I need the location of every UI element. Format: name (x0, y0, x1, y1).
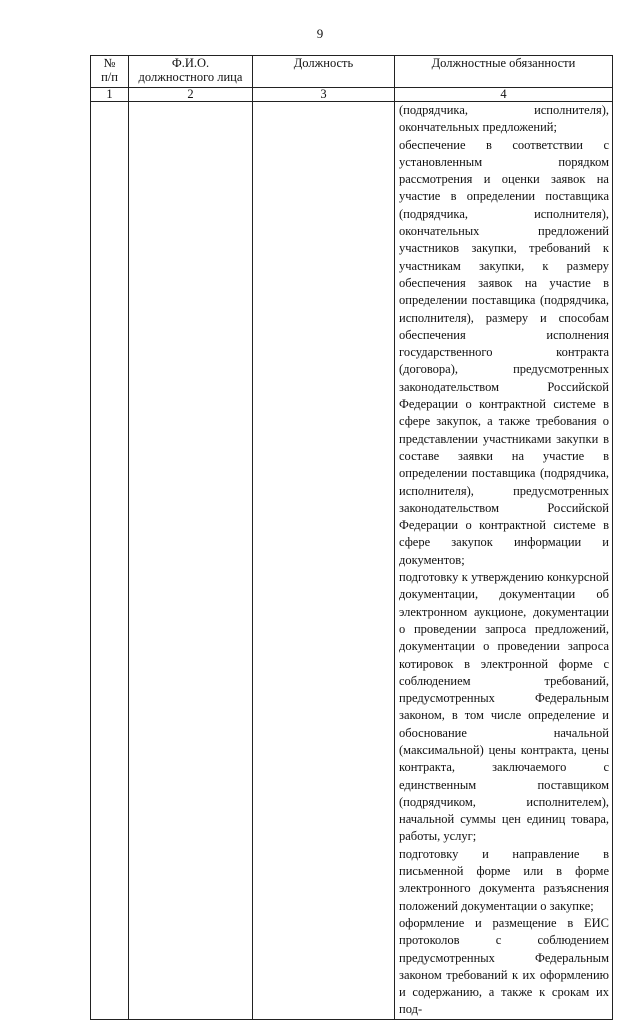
table-row (91, 102, 613, 1020)
cell-duties (395, 102, 613, 1020)
header-full-name-line1: Ф.И.О. (171, 56, 210, 70)
header-duties-label: Должностные обязанности (431, 56, 576, 70)
header-full-name (129, 56, 253, 88)
header-number-line2: п/п (101, 70, 118, 84)
header-number (91, 56, 129, 88)
duty-paragraph: оформление и размещение в ЕИС протоколов с соблюдением предусмотренных Федеральным законом требований к их оформлению и содержанию, а также к срокам их под- (399, 915, 609, 1017)
table-header-row (91, 56, 613, 88)
duty-paragraph: подготовку и направление в письменной форме или в форме электронного документа разъяснения положений документации о закупке; (399, 846, 609, 913)
header-full-name-line2: должностного лица (138, 70, 243, 84)
column-number-3: 3 (253, 88, 395, 102)
header-duties (395, 56, 613, 88)
duty-paragraph: (подрядчика, исполнителя), окончательных предложений; (399, 103, 609, 135)
cell-full-name (129, 102, 253, 1020)
duty-paragraph: подготовку к утверждению конкурсной документации, документации об электронном аукционе, документации о проведении запроса предложений, документации о проведении запроса котировок в электронной форме с соблюдением требований, предусмотренных Федеральным законом, в том числе определение и обоснование начальной (максимальной) цены контракта, цены контракта, заключаемого с единственным поставщиком (подрядчиком, исполнителем), начальной суммы цен единиц товара, работы, услуг; (399, 570, 609, 844)
duty-paragraph: обеспечение в соответствии с установленным порядком рассмотрения и оценки заявок на участие в определении поставщика (подрядчика, исполнителя), окончательных предложений участников закупки, требований к участникам закупки, к размеру обеспечения заявок на участие в определении поставщика (подрядчика, исполнителя), размеру и способам обеспечения исполнения государственного контракта (договора), предусмотренных законодательством Российской Федерации о контрактной системе в сфере закупок, а также требования о представлении участниками закупки в составе заявки на участие в определении поставщика (подрядчика, исполнителя), предусмотренных законодательством Российской Федерации о контрактной системе в сфере закупок информации и документов; (399, 137, 609, 567)
column-number-4: 4 (395, 88, 613, 102)
column-number-2: 2 (129, 88, 253, 102)
header-position-label: Должность (293, 56, 354, 70)
page-number: 9 (316, 26, 324, 41)
duties-text (395, 102, 612, 1019)
duties-table (90, 55, 613, 1020)
header-position (253, 56, 395, 88)
cell-number (91, 102, 129, 1020)
header-number-line1: № (103, 56, 116, 70)
cell-position (253, 102, 395, 1020)
column-number-1: 1 (91, 88, 129, 102)
column-number-row (91, 88, 613, 102)
